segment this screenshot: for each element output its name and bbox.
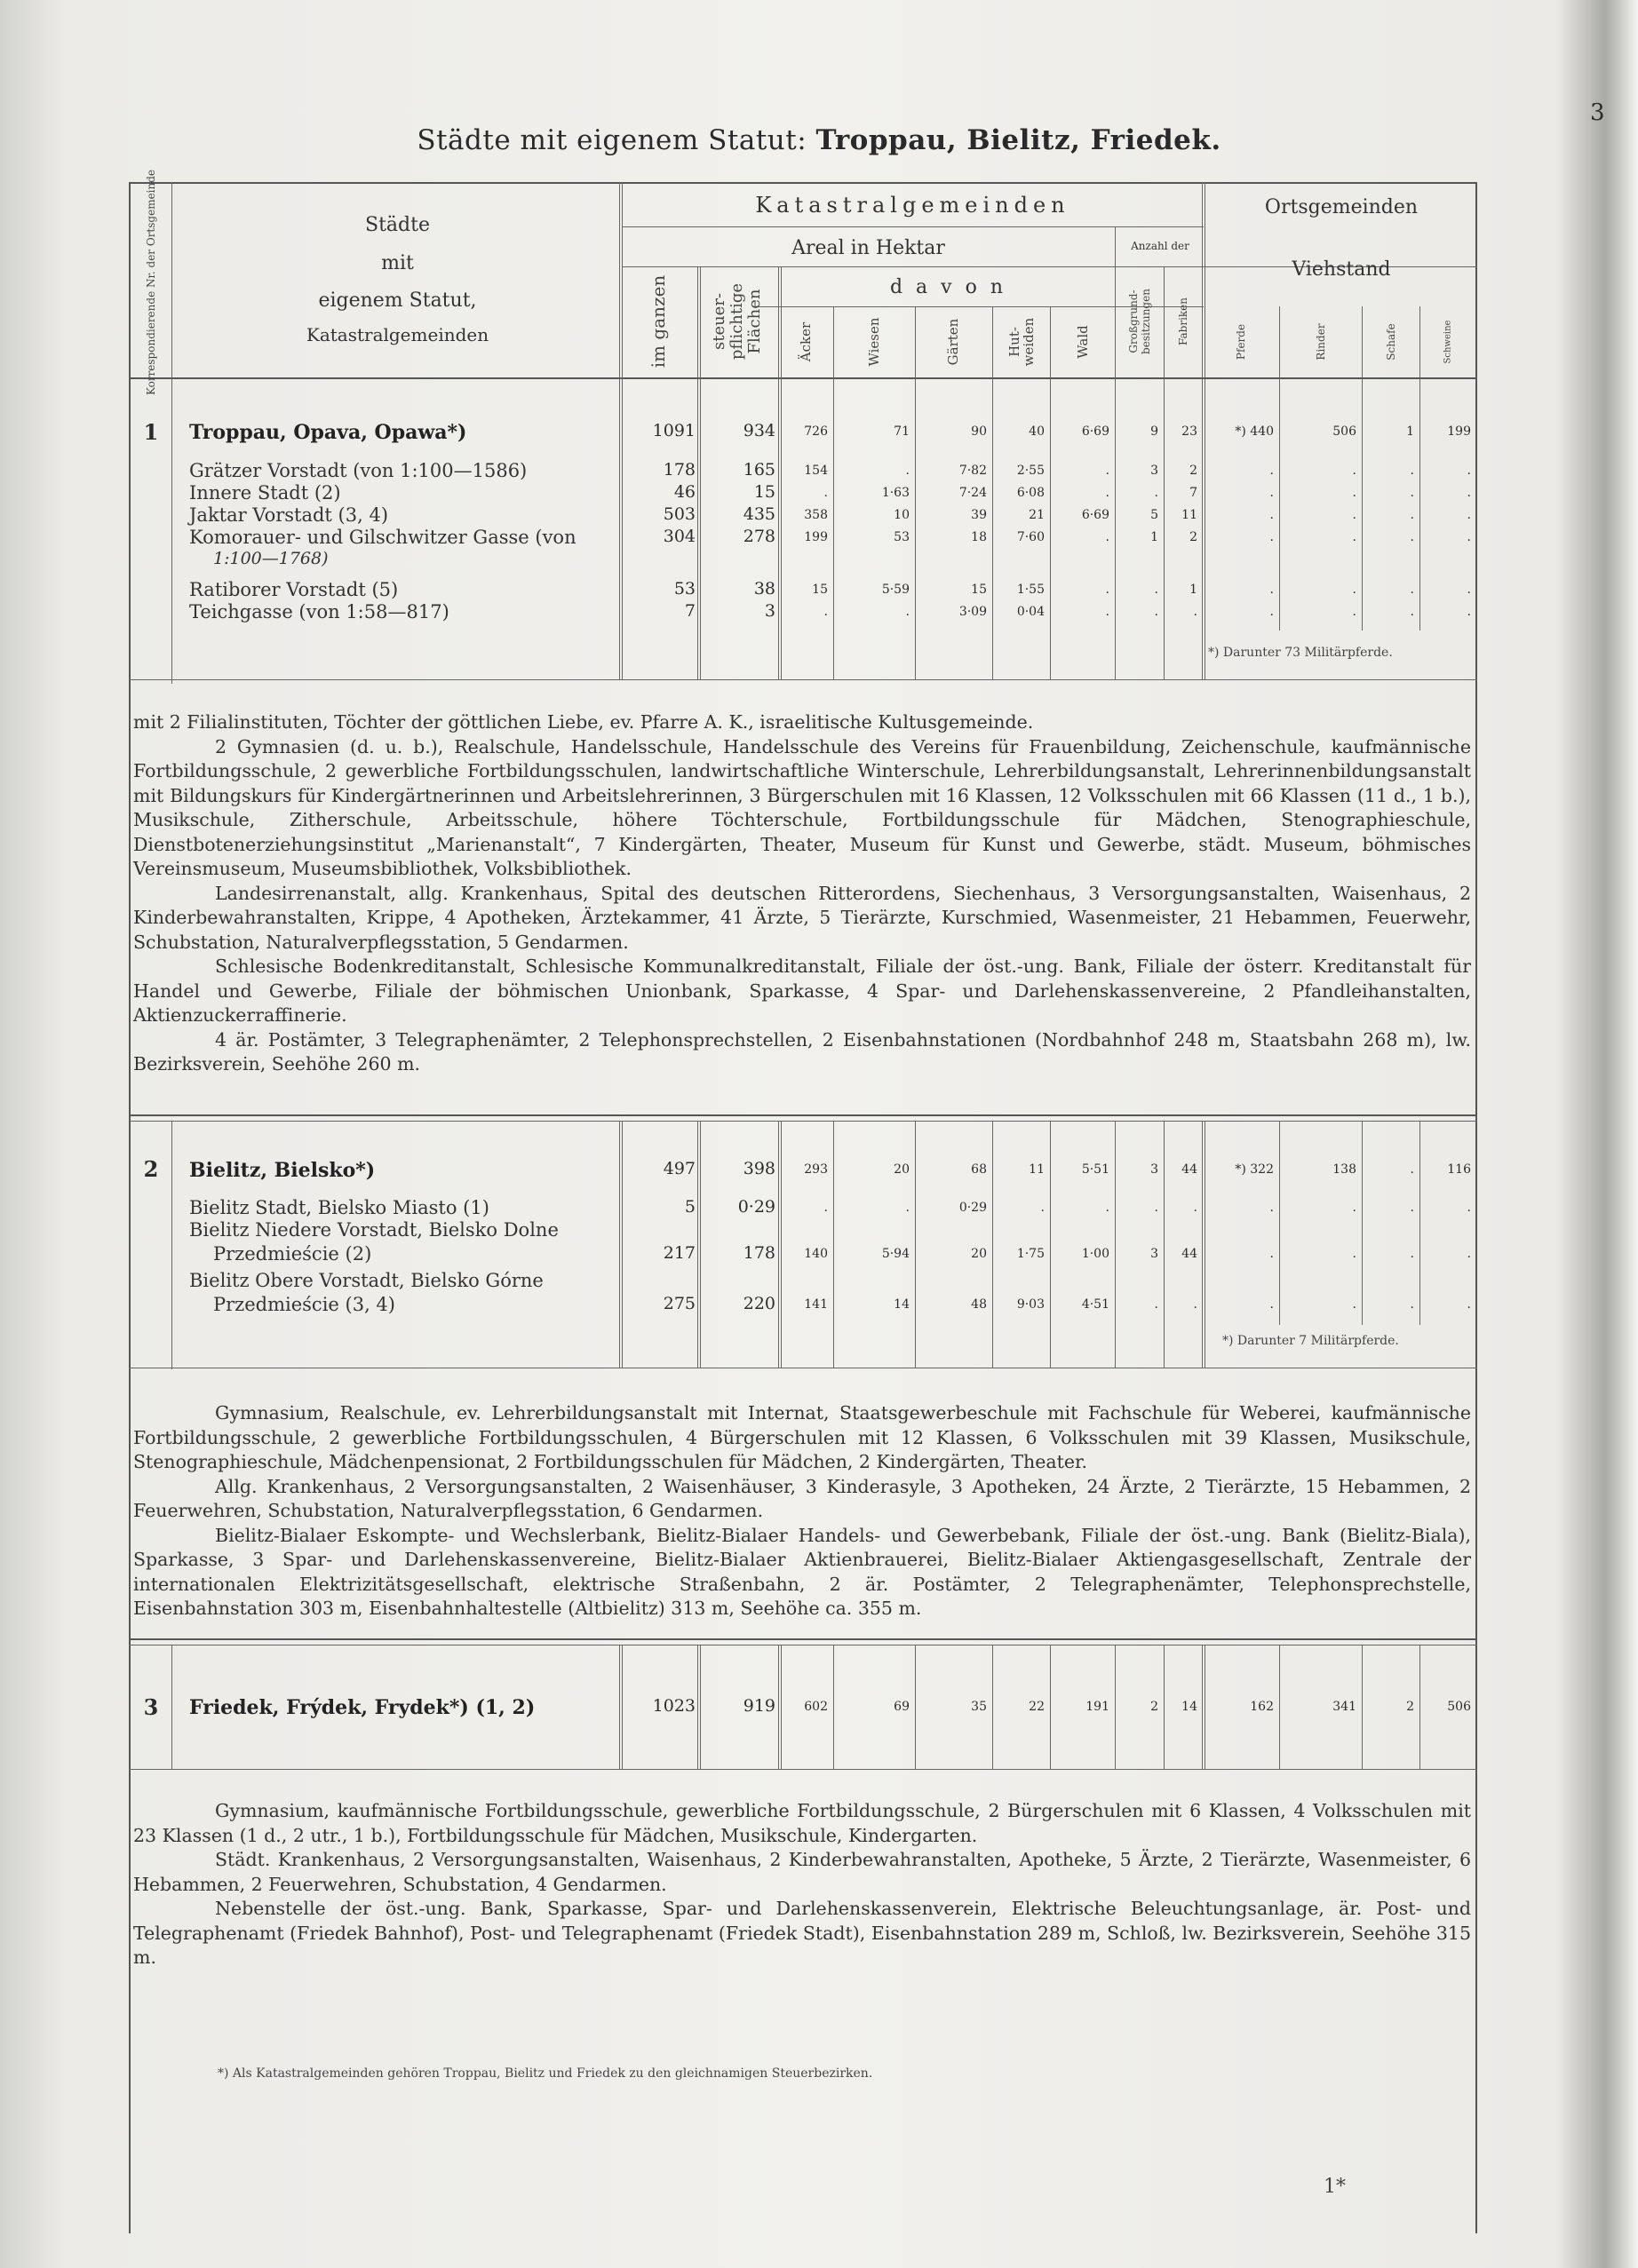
col-rule-pferde-2: [1279, 1121, 1280, 1325]
cell-troppau-r1-steuerpflichtig: 15: [753, 482, 775, 502]
cell-troppau-r1-fabriken: 7: [1189, 486, 1197, 500]
cell-bielitz-r4-schweine: .: [1467, 1297, 1471, 1312]
cell-bielitz-r0-schafe: .: [1410, 1201, 1414, 1215]
col-rule-acker-3: [833, 1645, 834, 1769]
cell-troppau-r6-wald: .: [1105, 605, 1109, 619]
cell-troppau-r0-schafe: .: [1410, 464, 1414, 478]
cell-bielitz-r0-wiesen: .: [905, 1201, 910, 1215]
header-staedte-4: Katastralgemeinden: [306, 324, 489, 345]
header-schafe: Schafe: [1385, 323, 1397, 361]
description-bielitz: [133, 1401, 1471, 1622]
cell-bielitz-r0-aecker: .: [823, 1201, 828, 1215]
cell-troppau-r0-gaerten: 7·82: [958, 464, 987, 478]
cell-bielitz-r4-aecker: 141: [804, 1297, 828, 1312]
cell-bielitz-r0-pferde: .: [1269, 1201, 1274, 1215]
cell-troppau-r2-wiesen: 10: [894, 508, 910, 522]
row-nr-friedek: 3: [143, 1694, 159, 1720]
sheet-mark: 1*: [1324, 2176, 1346, 2198]
cell-troppau-r6-grossgrund: .: [1154, 605, 1158, 619]
header-viehstand: Viehstand: [1292, 258, 1391, 281]
cell-troppau-r1-im-ganzen: 46: [673, 482, 696, 502]
sub-name-bielitz-obere-cont: Przedmieście (3, 4): [213, 1294, 395, 1315]
header-areal: Areal in Hektar: [791, 237, 945, 259]
cell-friedek-schafe: 2: [1406, 1700, 1414, 1714]
sub-name-bielitz-stadt: Bielitz Stadt, Bielsko Miasto (1): [189, 1197, 489, 1218]
cell-troppau-r5-grossgrund: .: [1154, 583, 1158, 597]
para-bielitz-paragraph: Allg. Krankenhaus, 2 Versorgungsanstalten, 2 Waisenhäuser, 3 Kinderasyle, 3 Apotheken, 24 Ärzte, 2 Tierärzte, 15 Hebammen, 2 Feuerwehren, Schubstation, Naturalverpflegsstation, 6 Gendarmen.: [133, 1475, 1471, 1521]
cell-troppau-gaerten: 90: [971, 424, 987, 439]
cell-troppau-r5-aecker: 15: [812, 583, 828, 597]
para-friedek-paragraph: Gymnasium, kaufmännische Fortbildungsschule, gewerbliche Fortbildungsschule, 2 Bürgerschulen mit 6 Klassen, 4 Volksschulen mit 23 Klassen (1 d., 2 utr., 1 b.), Fortbildungsschule für Mädchen, Musikschule, Kindergarten.: [133, 1800, 1471, 1846]
cell-bielitz-aecker: 293: [804, 1162, 828, 1177]
cell-bielitz-grossgrund: 3: [1150, 1162, 1158, 1177]
col-rule-pferde-1: [1279, 306, 1280, 630]
cell-troppau-r5-steuerpflichtig: 38: [753, 579, 775, 599]
header-wald: Wald: [1075, 325, 1091, 359]
cell-friedek-gaerten: 35: [971, 1700, 987, 1714]
cell-troppau-r1-schweine: .: [1467, 486, 1471, 500]
cell-troppau-wiesen: 71: [894, 424, 910, 439]
cell-troppau-r1-pferde: .: [1269, 486, 1274, 500]
page-title-cities: Troppau, Bielitz, Friedek.: [815, 124, 1221, 156]
bottom-footnote: *) Als Katastralgemeinden gehören Troppau, Bielitz und Friedek zu den gleichnamigen Steuerbezirken.: [218, 2066, 873, 2081]
cell-troppau-r6-schafe: .: [1410, 605, 1414, 619]
cell-troppau-r0-grossgrund: 3: [1150, 464, 1158, 478]
para-troppau-paragraph: Schlesische Bodenkreditanstalt, Schlesische Kommunalkreditanstalt, Filiale der öst.-ung. Bank, Filiale der österr. Kreditanstalt für Handel und Gewerbe, Filiale der böhmischen Unionbank, Sparkasse, 4 Spar- und Darlehenskassenvereine, 2 Pfandleihanstalten, Aktienzuckerraffinerie.: [133, 956, 1471, 1026]
cell-troppau-r6-im-ganzen: 7: [684, 601, 696, 621]
cell-friedek-schweine: 506: [1447, 1700, 1471, 1714]
col-rule-gross-3: [1164, 1645, 1165, 1769]
col-rule-fabriken-1: [1202, 182, 1205, 679]
cell-troppau-r0-wald: .: [1105, 464, 1109, 478]
header-anzahl: Anzahl der: [1131, 240, 1189, 252]
cell-troppau-r1-wald: .: [1105, 486, 1109, 500]
cell-troppau-r5-schweine: .: [1467, 583, 1471, 597]
col-rule-nr-2: [171, 1121, 172, 1369]
col-rule-steuer-3: [778, 1645, 782, 1769]
cell-troppau-r0-im-ganzen: 178: [663, 460, 696, 480]
cell-friedek-fabriken: 14: [1181, 1700, 1197, 1714]
cell-bielitz-fabriken: 44: [1181, 1162, 1197, 1177]
cell-troppau-r6-fabriken: .: [1193, 605, 1197, 619]
cell-troppau-grossgrund: 9: [1150, 424, 1158, 439]
cell-troppau-r2-hutweiden: 21: [1029, 508, 1045, 522]
cell-troppau-r2-schafe: .: [1410, 508, 1414, 522]
col-rule-ganzen-1: [697, 266, 701, 679]
col-rule-pferde-3: [1279, 1645, 1280, 1769]
page-title: [0, 124, 1638, 156]
cell-friedek-aecker: 602: [804, 1700, 828, 1714]
city-name-troppau: Troppau, Opava, Opawa*): [189, 421, 467, 444]
cell-troppau-r2-im-ganzen: 503: [663, 504, 696, 524]
header-wiesen: Wiesen: [866, 317, 882, 367]
sub-name-bielitz-niedere-cont: Przedmieście (2): [213, 1243, 372, 1265]
col-rule-wiesen-2: [915, 1121, 916, 1368]
cell-troppau-pferde: *) 440: [1235, 424, 1274, 439]
header-acker: Äcker: [798, 321, 814, 362]
cell-troppau-r5-rinder: .: [1352, 583, 1356, 597]
cell-bielitz-r0-hutweiden: .: [1040, 1201, 1045, 1215]
sub-name-jaktar: Jaktar Vorstadt (3, 4): [189, 504, 389, 526]
cell-friedek-im-ganzen: 1023: [652, 1696, 696, 1716]
header-pferde: Pferde: [1235, 323, 1247, 361]
header-staedte-3: eigenem Statut,: [318, 289, 477, 312]
cell-troppau-r1-wiesen: 1·63: [881, 486, 910, 500]
cell-bielitz-r0-gaerten: 0·29: [958, 1201, 987, 1215]
cell-troppau-r3-schweine: .: [1467, 530, 1471, 544]
para-troppau-paragraph: 4 är. Postämter, 3 Telegraphenämter, 2 Telephonsprechstellen, 2 Eisenbahnstationen (Nordbahnhof 248 m, Staatsbahn 268 m), lw. Bezirksverein, Seehöhe 260 m.: [133, 1028, 1471, 1075]
cell-friedek-hutweiden: 22: [1029, 1700, 1045, 1714]
cell-bielitz-r2-im-ganzen: 217: [663, 1243, 696, 1263]
header-rule-areal: [622, 266, 1204, 267]
col-rule-acker-1: [833, 306, 834, 679]
para-troppau-paragraph: Landesirrenanstalt, allg. Krankenhaus, Spital des deutschen Ritterordens, Siechenhaus, 3 Versorgungsanstalten, Waisenhaus, 2 Kinderbewahranstalten, Krippe, 4 Apotheken, Ärztekammer, 41 Ärzte, 5 Tierärzte, Kurschmied, Wasenmeister, 21 Hebammen, Feuerwehr, Schubstation, Naturalverpflegsstation, 5 Gendarmen.: [133, 882, 1471, 953]
cell-troppau-r1-rinder: .: [1352, 486, 1356, 500]
cell-bielitz-r0-schweine: .: [1467, 1201, 1471, 1215]
cell-troppau-r0-schweine: .: [1467, 464, 1471, 478]
cell-bielitz-r0-fabriken: .: [1193, 1201, 1197, 1215]
col-rule-hutweiden-3: [1050, 1645, 1051, 1769]
para-bielitz-paragraph: Gymnasium, Realschule, ev. Lehrerbildungsanstalt mit Internat, Staatsgewerbeschule mit Fachschule für Weberei, kaufmännische Fortbildungsschule, 2 gewerbliche Fortbildungsschulen, 4 Bürgerschulen mit 12 Klassen, 6 Volksschulen mit 39 Klassen, Musikschule, Stenographieschule, Mädchenpensionat, 2 Fortbildungsschulen für Mädchen, 2 Kindergärten, Theater.: [133, 1402, 1471, 1472]
cell-bielitz-r2-schafe: .: [1410, 1247, 1414, 1261]
col-rule-ganzen-3: [697, 1645, 701, 1769]
col-rule-nr: [171, 182, 172, 684]
cell-troppau-r1-hutweiden: 6·08: [1016, 486, 1045, 500]
cell-bielitz-r0-grossgrund: .: [1154, 1201, 1158, 1215]
cell-troppau-r3-schafe: .: [1410, 530, 1414, 544]
col-rule-wald-3: [1115, 1645, 1116, 1769]
col-rule-gaerten-3: [992, 1645, 993, 1769]
cell-troppau-r3-wald: .: [1105, 530, 1109, 544]
cell-troppau-r1-gaerten: 7·24: [958, 486, 987, 500]
cell-troppau-r3-im-ganzen: 304: [663, 527, 696, 546]
cell-friedek-pferde: 162: [1250, 1700, 1274, 1714]
cell-troppau-r2-grossgrund: 5: [1150, 508, 1158, 522]
header-staedte-2: mit: [381, 252, 414, 274]
cell-troppau-r5-wald: .: [1105, 583, 1109, 597]
cell-bielitz-r2-schweine: .: [1467, 1247, 1471, 1261]
para-troppau-paragraph: mit 2 Filialinstituten, Töchter der göttlichen Liebe, ev. Pfarre A. K., israelitische Kultusgemeinde.: [133, 711, 1034, 733]
cell-troppau-r0-pferde: .: [1269, 464, 1274, 478]
cell-bielitz-r4-wald: 4·51: [1081, 1297, 1109, 1312]
cell-troppau-r3-aecker: 199: [804, 530, 828, 544]
col-rule-acker-2: [833, 1121, 834, 1368]
header-rule-katastral: [622, 226, 1204, 227]
col-rule-steuer-2: [778, 1121, 782, 1368]
cell-troppau-r6-pferde: .: [1269, 605, 1274, 619]
col-rule-steuer-1: [778, 266, 782, 679]
cell-troppau-wald: 6·69: [1081, 424, 1109, 439]
cell-troppau-hutweiden: 40: [1029, 424, 1045, 439]
cell-troppau-r2-pferde: .: [1269, 508, 1274, 522]
para-troppau-paragraph: 2 Gymnasien (d. u. b.), Realschule, Handelsschule, Handelsschule des Vereins für Frauenbildung, Zeichenschule, kaufmännische Fortbildungsschule, 2 gewerbliche Fortbildungsschulen, landwirtschaftliche Winterschule, Lehrerbildungsanstalt, Lehrerinnenbildungsanstalt mit Bildungskurs für Kindergärtnerinnen und Arbeitslehrerinnen, 3 Bürgerschulen mit 16 Klassen, 12 Volksschulen mit 66 Klassen (11 d., 1 b.), Musikschule, Zitherschule, Arbeitsschule, höhere Töchterschule, Fortbildungsschule für Mädchen, Stenographieschule, Dienstbotenerziehungsinstitut „Marienanstalt“, 7 Kindergärten, Theater, Museum für Kunst und Gewerbe, städt. Museum, böhmisches Vereinsmuseum, Museumsbibliothek, Volksbibliothek.: [133, 735, 1471, 879]
cell-troppau-r6-rinder: .: [1352, 605, 1356, 619]
cell-troppau-r2-wald: 6·69: [1081, 508, 1109, 522]
cell-friedek-wiesen: 69: [894, 1700, 910, 1714]
section-rule-5: [129, 1769, 1477, 1770]
cell-bielitz-schafe: .: [1410, 1162, 1414, 1177]
cell-troppau-im-ganzen: 1091: [652, 421, 696, 440]
footnote-troppau: *) Darunter 73 Militärpferde.: [1208, 646, 1393, 660]
col-rule-gaerten-1: [992, 306, 993, 679]
para-friedek-paragraph: Nebenstelle der öst.-ung. Bank, Sparkasse, Spar- und Darlehenskassenverein, Elektrische Beleuchtungsanlage, är. Post- und Telegraphenamt (Friedek Bahnhof), Post- und Telegraphenamt (Friedek Stadt), Eisenbahnstation 289 m, Schloß, lw. Bezirksverein, Seehöhe 315 m.: [133, 1898, 1471, 1968]
cell-bielitz-r2-rinder: .: [1352, 1247, 1356, 1261]
cell-troppau-r3-rinder: .: [1352, 530, 1356, 544]
col-rule-gross-1: [1164, 266, 1165, 679]
header-gaerten: Gärten: [945, 318, 961, 366]
header-im-ganzen: im ganzen: [648, 274, 669, 369]
cell-bielitz-schweine: 116: [1447, 1162, 1471, 1177]
cell-troppau-aecker: 726: [804, 424, 828, 439]
cell-friedek-rinder: 341: [1332, 1700, 1356, 1714]
header-schweine: Schweine: [1443, 320, 1453, 364]
cell-troppau-r6-aecker: .: [823, 605, 828, 619]
para-bielitz-paragraph: Bielitz-Bialaer Eskompte- und Wechslerbank, Bielitz-Bialaer Handels- und Gewerbebank, Filiale der öst.-ung. Bank (Bielitz-Biala), Sparkasse, 3 Spar- und Darlehenskassenvereine, Bielitz-Bialaer Aktienbrauerei, Bielitz-Bialaer Aktiengasgesellschaft, Zentrale der internationalen Elektrizitätsgesellschaft, elektrische Straßenbahn, 2 är. Postämter, 2 Telegraphenämter, Telephonsprechstelle, Eisenbahnstation 303 m, Eisenbahnhaltestelle (Altbielitz) 313 m, Seehöhe ca. 355 m.: [133, 1524, 1471, 1619]
cell-troppau-rinder: 506: [1332, 424, 1356, 439]
header-katastralgemeinden: Katastralgemeinden: [755, 193, 1070, 218]
cell-troppau-r5-wiesen: 5·59: [881, 583, 910, 597]
cell-bielitz-r2-wiesen: 5·94: [881, 1247, 910, 1261]
cell-troppau-r5-gaerten: 15: [971, 583, 987, 597]
section-rule-2a: [129, 1114, 1477, 1116]
section-rule-1: [129, 679, 1477, 680]
cell-troppau-r6-schweine: .: [1467, 605, 1471, 619]
cell-bielitz-r4-steuerpflichtig: 220: [743, 1294, 775, 1313]
cell-bielitz-r2-pferde: .: [1269, 1247, 1274, 1261]
cell-troppau-r3-gaerten: 18: [971, 530, 987, 544]
section-rule-4a: [129, 1638, 1477, 1640]
header-rinder: Rinder: [1315, 323, 1327, 361]
sub-name-graetzer: Grätzer Vorstadt (von 1:100—1586): [189, 460, 528, 481]
cell-troppau-r3-grossgrund: 1: [1150, 530, 1158, 544]
cell-bielitz-r4-pferde: .: [1269, 1297, 1274, 1312]
cell-troppau-r0-aecker: 154: [804, 464, 828, 478]
col-rule-gross-2: [1164, 1121, 1165, 1368]
col-rule-nr-3: [171, 1645, 172, 1769]
footnote-bielitz: *) Darunter 7 Militärpferde.: [1222, 1334, 1399, 1348]
col-rule-schafe-1: [1419, 306, 1420, 630]
col-rule-fabriken-3: [1202, 1645, 1205, 1769]
col-rule-ganzen-2: [697, 1121, 701, 1368]
col-rule-schafe-2: [1419, 1121, 1420, 1325]
cell-friedek-wald: 191: [1085, 1700, 1109, 1714]
header-grossgrund: Großgrund-besitzungen: [1127, 289, 1152, 354]
col-rule-rinder-2: [1362, 1121, 1363, 1325]
cell-troppau-r6-gaerten: 3·09: [958, 605, 987, 619]
cell-bielitz-r4-wiesen: 14: [894, 1297, 910, 1312]
cell-bielitz-hutweiden: 11: [1029, 1162, 1045, 1177]
cell-troppau-schafe: 1: [1406, 424, 1414, 439]
col-rule-hutweiden-1: [1050, 306, 1051, 679]
row-nr-bielitz: 2: [143, 1156, 159, 1182]
sub-name-bielitz-niedere: Bielitz Niedere Vorstadt, Bielsko Dolne: [189, 1219, 559, 1241]
header-staedte-1: Städte: [365, 214, 430, 236]
header-bottom-rule: [129, 377, 1477, 379]
col-rule-rinder-1: [1362, 306, 1363, 630]
page-number: 3: [1590, 99, 1605, 126]
cell-troppau-r6-steuerpflichtig: 3: [764, 601, 775, 621]
row-nr-troppau: 1: [143, 419, 159, 445]
cell-bielitz-r2-steuerpflichtig: 178: [743, 1243, 775, 1263]
header-steuer: steuer-pflichtige Flächen: [710, 282, 764, 361]
col-rule-wald-1: [1115, 226, 1116, 679]
col-rule-gaerten-2: [992, 1121, 993, 1368]
col-rule-wald-2: [1115, 1121, 1116, 1368]
col-rule-wiesen-1: [915, 306, 916, 679]
header-davon: d a v o n: [889, 276, 1006, 298]
cell-bielitz-pferde: *) 322: [1235, 1162, 1274, 1177]
cell-bielitz-r4-schafe: .: [1410, 1297, 1414, 1312]
cell-troppau-r3-steuerpflichtig: 278: [743, 527, 775, 546]
sub-name-komorauer: Komorauer- und Gilschwitzer Gasse (von: [189, 527, 576, 548]
col-rule-name-3: [619, 1645, 623, 1769]
header-nr: Korrespondierende Nr. der Ortsgemeinde: [145, 169, 157, 396]
cell-bielitz-r0-im-ganzen: 5: [684, 1197, 696, 1217]
cell-troppau-r2-fabriken: 11: [1181, 508, 1197, 522]
cell-troppau-fabriken: 23: [1181, 424, 1197, 439]
cell-troppau-r5-hutweiden: 1·55: [1016, 583, 1045, 597]
cell-troppau-r2-aecker: 358: [804, 508, 828, 522]
city-name-friedek: Friedek, Frýdek, Frydek*) (1, 2): [189, 1696, 536, 1719]
cell-troppau-r6-hutweiden: 0·04: [1016, 605, 1045, 619]
cell-bielitz-im-ganzen: 497: [663, 1159, 696, 1178]
col-rule-rinder-3: [1362, 1645, 1363, 1769]
col-rule-name-2: [619, 1121, 623, 1368]
cell-troppau-r2-gaerten: 39: [971, 508, 987, 522]
col-rule-schafe-3: [1419, 1645, 1420, 1769]
cell-troppau-r0-steuerpflichtig: 165: [743, 460, 775, 480]
cell-bielitz-wald: 5·51: [1081, 1162, 1109, 1177]
page-title-prefix: Städte mit eigenem Statut:: [417, 124, 816, 156]
cell-bielitz-r2-fabriken: 44: [1181, 1247, 1197, 1261]
cell-bielitz-gaerten: 68: [971, 1162, 987, 1177]
cell-troppau-r3-fabriken: 2: [1189, 530, 1197, 544]
cell-troppau-r5-im-ganzen: 53: [673, 579, 696, 599]
cell-troppau-r0-rinder: .: [1352, 464, 1356, 478]
section-rule-2b: [129, 1121, 1477, 1122]
col-rule-fabriken-2: [1202, 1121, 1205, 1368]
cell-bielitz-rinder: 138: [1332, 1162, 1356, 1177]
header-fabriken: Fabriken: [1177, 297, 1189, 346]
col-rule-wiesen-3: [915, 1645, 916, 1769]
cell-troppau-r1-grossgrund: .: [1154, 486, 1158, 500]
cell-bielitz-wiesen: 20: [894, 1162, 910, 1177]
cell-troppau-r1-schafe: .: [1410, 486, 1414, 500]
cell-troppau-r5-pferde: .: [1269, 583, 1274, 597]
cell-bielitz-r4-im-ganzen: 275: [663, 1294, 696, 1313]
cell-troppau-r3-hutweiden: 7·60: [1016, 530, 1045, 544]
cell-troppau-r3-pferde: .: [1269, 530, 1274, 544]
header-ortsgemeinden: Ortsgemeinden: [1264, 196, 1419, 218]
col-rule-hutweiden-2: [1050, 1121, 1051, 1368]
cell-troppau-r6-wiesen: .: [905, 605, 910, 619]
cell-bielitz-steuerpflichtig: 398: [743, 1159, 775, 1178]
cell-bielitz-r0-steuerpflichtig: 0·29: [737, 1197, 775, 1217]
cell-troppau-schweine: 199: [1447, 424, 1471, 439]
header-hutweiden: Hut-weiden: [1006, 317, 1037, 367]
cell-troppau-r5-schafe: .: [1410, 583, 1414, 597]
sub-name-innere-stadt: Innere Stadt (2): [189, 482, 341, 504]
cell-troppau-r0-hutweiden: 2·55: [1016, 464, 1045, 478]
cell-bielitz-r4-rinder: .: [1352, 1297, 1356, 1312]
sub-name-teichgasse: Teichgasse (von 1:58—817): [189, 601, 449, 623]
cell-troppau-r2-schweine: .: [1467, 508, 1471, 522]
cell-troppau-r5-fabriken: 1: [1189, 583, 1197, 597]
cell-friedek-steuerpflichtig: 919: [743, 1696, 775, 1716]
cell-bielitz-r4-hutweiden: 9·03: [1016, 1297, 1045, 1312]
cell-friedek-grossgrund: 2: [1150, 1700, 1158, 1714]
sub-name-komorauer-cont: 1:100—1768): [213, 549, 329, 568]
cell-troppau-r0-fabriken: 2: [1189, 464, 1197, 478]
para-friedek-paragraph: Städt. Krankenhaus, 2 Versorgungsanstalten, Waisenhaus, 2 Kinderbewahranstalten, Apotheke, 5 Ärzte, 2 Tierärzte, Wasenmeister, 6 Hebammen, 2 Feuerwehren, Schubstation, 4 Gendarmen.: [133, 1849, 1471, 1895]
cell-bielitz-r2-wald: 1·00: [1081, 1247, 1109, 1261]
description-troppau: [133, 710, 1471, 1077]
cell-troppau-r3-wiesen: 53: [894, 530, 910, 544]
cell-bielitz-r2-aecker: 140: [804, 1247, 828, 1261]
sub-name-bielitz-obere: Bielitz Obere Vorstadt, Bielsko Górne: [189, 1270, 544, 1291]
cell-bielitz-r0-rinder: .: [1352, 1201, 1356, 1215]
description-friedek: [133, 1799, 1471, 1971]
cell-troppau-r1-aecker: .: [823, 486, 828, 500]
cell-troppau-r2-steuerpflichtig: 435: [743, 504, 775, 524]
cell-bielitz-r2-gaerten: 20: [971, 1247, 987, 1261]
cell-bielitz-r4-grossgrund: .: [1154, 1297, 1158, 1312]
cell-bielitz-r4-fabriken: .: [1193, 1297, 1197, 1312]
sub-name-ratiborer: Ratiborer Vorstadt (5): [189, 579, 399, 600]
cell-bielitz-r2-hutweiden: 1·75: [1016, 1247, 1045, 1261]
cell-bielitz-r4-gaerten: 48: [971, 1297, 987, 1312]
city-name-bielitz: Bielitz, Bielsko*): [189, 1159, 376, 1182]
cell-troppau-steuerpflichtig: 934: [743, 421, 775, 440]
cell-troppau-r0-wiesen: .: [905, 464, 910, 478]
cell-bielitz-r2-grossgrund: 3: [1150, 1247, 1158, 1261]
cell-bielitz-r0-wald: .: [1105, 1201, 1109, 1215]
cell-troppau-r2-rinder: .: [1352, 508, 1356, 522]
